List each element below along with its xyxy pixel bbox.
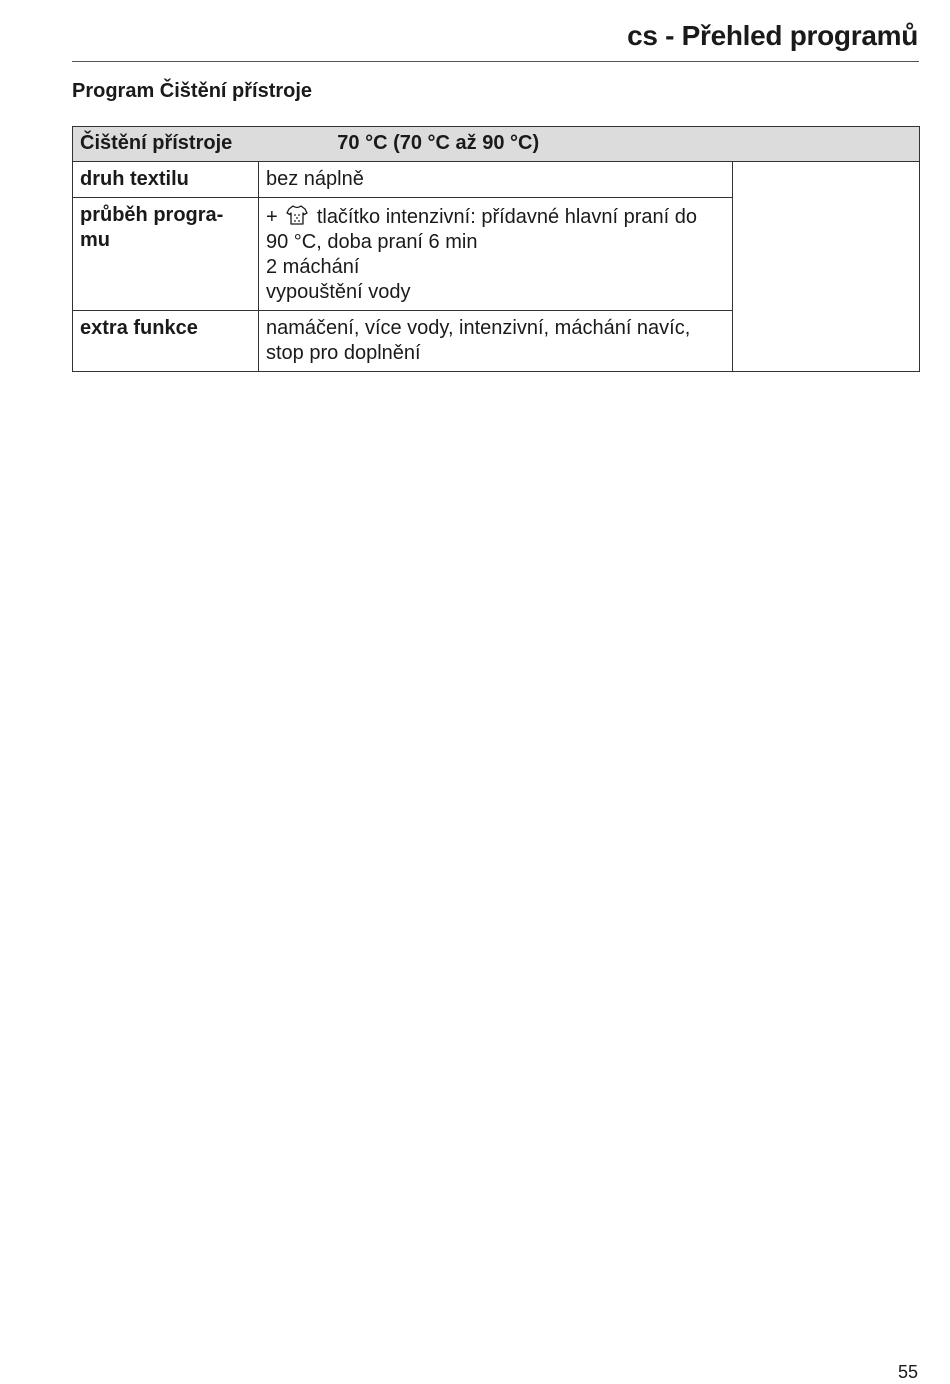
program-table (72, 126, 920, 372)
header-divider (72, 61, 919, 62)
row-label-textile: druh textilu (73, 162, 259, 198)
program-course-line-2: 90 °C, doba praní 6 min (266, 231, 478, 253)
row-value-program-course (259, 198, 733, 311)
table-row (73, 162, 920, 198)
program-course-label-line-2: mu (80, 229, 110, 251)
section-heading: Program Čištění přístroje (72, 80, 313, 102)
textile-value: bez náplně (266, 168, 364, 190)
plus-sign: + (266, 206, 278, 228)
program-temperature: 70 °C (70 °C až 90 °C) (337, 132, 540, 154)
row-value-textile (259, 162, 733, 198)
table-header-row (73, 127, 920, 162)
program-course-label-line-1: průběh progra- (80, 204, 224, 226)
extra-functions-line-2: stop pro doplnění (266, 342, 421, 364)
program-course-line-1 (266, 203, 725, 230)
shirt-intensive-icon (285, 203, 309, 227)
empty-side-cell (733, 162, 920, 372)
page-header-title: cs - Přehled programů (627, 20, 918, 51)
program-course-text-1: tlačítko intenzivní: přídavné hlavní praní do (316, 206, 698, 228)
row-label-program-course (73, 198, 259, 311)
program-name: Čištění přístroje (80, 132, 233, 154)
extra-functions-line-1: namáčení, více vody, intenzivní, máchání navíc, (266, 317, 691, 339)
program-course-line-4: vypouštění vody (266, 281, 411, 303)
row-label-extra-functions: extra funkce (73, 311, 259, 372)
row-value-extra-functions (259, 311, 733, 372)
table-header-cell (73, 127, 920, 162)
page-number: 55 (897, 1362, 918, 1382)
program-course-line-3: 2 máchání (266, 256, 360, 278)
